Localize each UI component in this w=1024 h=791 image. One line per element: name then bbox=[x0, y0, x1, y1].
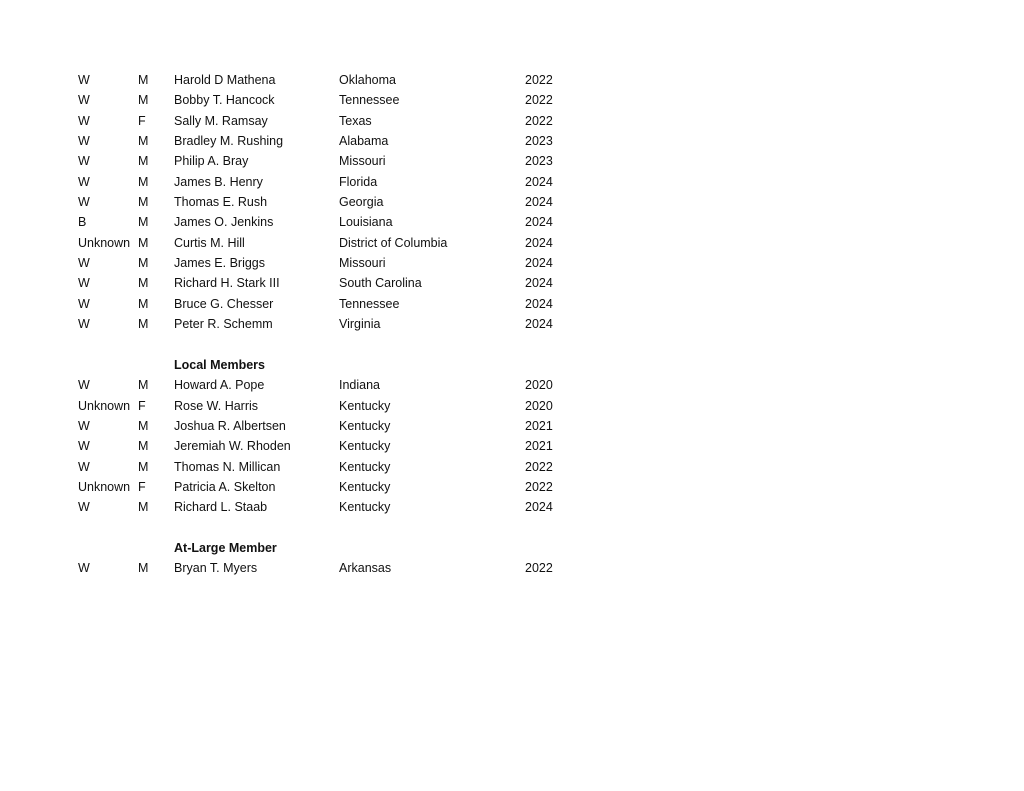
cell-year: 2024 bbox=[525, 215, 553, 230]
cell-race: W bbox=[78, 378, 90, 393]
cell-state: Arkansas bbox=[339, 561, 392, 576]
cell-name: Harold D Mathena bbox=[174, 73, 276, 87]
cell-sex: M bbox=[138, 134, 149, 149]
cell-race: W bbox=[78, 500, 90, 515]
cell-year: 2024 bbox=[525, 195, 553, 210]
cell-sex: M bbox=[138, 276, 149, 291]
cell-race: Unknown bbox=[78, 398, 131, 413]
cell-sex: M bbox=[138, 459, 149, 474]
cell-year: 2024 bbox=[525, 174, 553, 189]
cell-race: W bbox=[78, 296, 90, 311]
cell-sex: M bbox=[138, 195, 149, 210]
cell-sex: M bbox=[138, 418, 149, 433]
cell-name: Bruce G. Chesser bbox=[174, 296, 274, 311]
cell-year: 2022 bbox=[525, 73, 553, 87]
cell-race: W bbox=[78, 113, 90, 128]
cell-name: Thomas N. Millican bbox=[174, 459, 281, 474]
cell-state: Missouri bbox=[339, 154, 386, 169]
cell-state: Indiana bbox=[339, 378, 381, 393]
cell-name: Philip A. Bray bbox=[174, 154, 249, 169]
cell-name: Bobby T. Hancock bbox=[174, 93, 275, 108]
cell-state: Kentucky bbox=[339, 479, 391, 494]
cell-name: Peter R. Schemm bbox=[174, 317, 273, 332]
cell-race: W bbox=[78, 256, 90, 271]
cell-year: 2021 bbox=[525, 418, 553, 433]
cell-race: W bbox=[78, 73, 90, 87]
cell-year: 2023 bbox=[525, 154, 553, 169]
cell-sex: F bbox=[138, 398, 146, 413]
cell-year: 2024 bbox=[525, 296, 553, 311]
cell-name: Sally M. Ramsay bbox=[174, 113, 268, 128]
cell-state: Kentucky bbox=[339, 398, 391, 413]
cell-name: James E. Briggs bbox=[174, 256, 266, 271]
cell-state: Tennessee bbox=[339, 93, 400, 108]
cell-year: 2021 bbox=[525, 439, 553, 454]
cell-race: B bbox=[78, 215, 87, 230]
cell-name: Jeremiah W. Rhoden bbox=[174, 439, 291, 454]
cell-state: Florida bbox=[339, 174, 378, 189]
cell-state: Kentucky bbox=[339, 459, 391, 474]
cell-sex: M bbox=[138, 154, 149, 169]
cell-race: W bbox=[78, 93, 90, 108]
cell-state: South Carolina bbox=[339, 276, 422, 291]
cell-sex: F bbox=[138, 479, 146, 494]
cell-year: 2020 bbox=[525, 378, 553, 393]
cell-name: James B. Henry bbox=[174, 174, 263, 189]
cell-year: 2024 bbox=[525, 317, 553, 332]
cell-state: Kentucky bbox=[339, 418, 391, 433]
section-heading: At-Large Member bbox=[174, 540, 277, 555]
cell-name: Richard H. Stark III bbox=[174, 276, 280, 291]
cell-year: 2022 bbox=[525, 113, 553, 128]
cell-year: 2022 bbox=[525, 93, 553, 108]
cell-year: 2024 bbox=[525, 235, 553, 250]
cell-state: Kentucky bbox=[339, 439, 391, 454]
cell-sex: F bbox=[138, 113, 146, 128]
cell-sex: M bbox=[138, 93, 149, 108]
cell-year: 2023 bbox=[525, 134, 553, 149]
cell-name: Patricia A. Skelton bbox=[174, 479, 276, 494]
cell-sex: M bbox=[138, 215, 149, 230]
cell-state: Virginia bbox=[339, 317, 381, 332]
cell-sex: M bbox=[138, 439, 149, 454]
cell-sex: M bbox=[138, 73, 149, 87]
cell-year: 2024 bbox=[525, 256, 553, 271]
cell-state: Louisiana bbox=[339, 215, 393, 230]
cell-state: Missouri bbox=[339, 256, 386, 271]
cell-name: Thomas E. Rush bbox=[174, 195, 268, 210]
cell-sex: M bbox=[138, 378, 149, 393]
cell-sex: M bbox=[138, 561, 149, 576]
cell-year: 2020 bbox=[525, 398, 553, 413]
cell-state: District of Columbia bbox=[339, 235, 448, 250]
cell-race: W bbox=[78, 195, 90, 210]
cell-name: Rose W. Harris bbox=[174, 398, 259, 413]
cell-race: Unknown bbox=[78, 235, 131, 250]
cell-race: W bbox=[78, 459, 90, 474]
section-heading: Local Members bbox=[174, 357, 266, 372]
cell-state: Texas bbox=[339, 113, 372, 128]
cell-year: 2022 bbox=[525, 479, 553, 494]
cell-year: 2024 bbox=[525, 276, 553, 291]
cell-race: W bbox=[78, 154, 90, 169]
cell-year: 2022 bbox=[525, 459, 553, 474]
cell-name: Bradley M. Rushing bbox=[174, 134, 284, 149]
cell-name: Curtis M. Hill bbox=[174, 235, 245, 250]
cell-sex: M bbox=[138, 500, 149, 515]
cell-name: Howard A. Pope bbox=[174, 378, 265, 393]
cell-race: W bbox=[78, 439, 90, 454]
cell-race: W bbox=[78, 174, 90, 189]
cell-race: Unknown bbox=[78, 479, 131, 494]
cell-sex: M bbox=[138, 296, 149, 311]
cell-race: W bbox=[78, 276, 90, 291]
cell-race: W bbox=[78, 134, 90, 149]
cell-state: Oklahoma bbox=[339, 73, 396, 87]
cell-state: Kentucky bbox=[339, 500, 391, 515]
cell-year: 2022 bbox=[525, 561, 553, 576]
cell-state: Georgia bbox=[339, 195, 384, 210]
cell-race: W bbox=[78, 317, 90, 332]
cell-name: Bryan T. Myers bbox=[174, 561, 258, 576]
cell-sex: M bbox=[138, 235, 149, 250]
cell-sex: M bbox=[138, 174, 149, 189]
cell-sex: M bbox=[138, 256, 149, 271]
cell-year: 2024 bbox=[525, 500, 553, 515]
cell-state: Tennessee bbox=[339, 296, 400, 311]
cell-name: Joshua R. Albertsen bbox=[174, 418, 286, 433]
cell-race: W bbox=[78, 418, 90, 433]
cell-name: James O. Jenkins bbox=[174, 215, 274, 230]
cell-name: Richard L. Staab bbox=[174, 500, 268, 515]
cell-state: Alabama bbox=[339, 134, 389, 149]
cell-race: W bbox=[78, 561, 90, 576]
cell-sex: M bbox=[138, 317, 149, 332]
